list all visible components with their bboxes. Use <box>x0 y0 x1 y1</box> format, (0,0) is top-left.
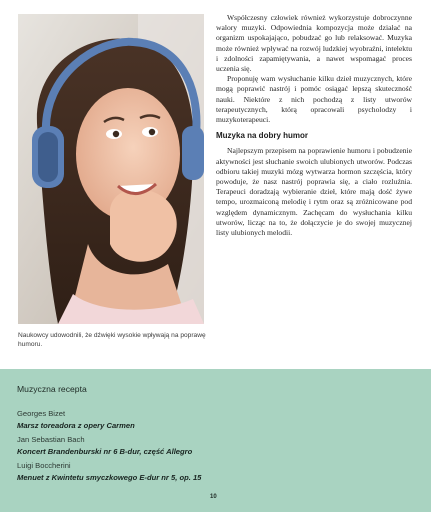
section-heading: Muzyka na dobry humor <box>216 131 309 141</box>
work-title: Marsz toreadora z opery Carmen <box>17 421 135 430</box>
girl-with-headphones-photo <box>18 14 204 324</box>
work-title: Koncert Brandenburski nr 6 B-dur, część Allegro <box>17 447 193 456</box>
recipe-title: Muzyczna recepta <box>17 384 87 394</box>
composer-name: Jan Sebastian Bach <box>17 435 85 444</box>
composer-name: Georges Bizet <box>17 409 66 418</box>
music-recipe-box <box>0 369 431 512</box>
composer-name: Luigi Boccherini <box>17 461 71 470</box>
photo-caption: Naukowcy udowodnili, że dźwięki wysokie wpływają na poprawę humoru. <box>18 332 206 348</box>
page-number: 10 <box>210 494 217 500</box>
article-paragraph: Najlepszym przepisem na poprawienie humoru i pobudzenie aktywności jest słuchanie swoich ulubionych utworów. Podczas odbioru takiej muzyki mózg wytwarza hormon szczęścia, który powoduje, że nasz nastrój poprawia się, a ciało rozluźnia. Terapeuci doradzają wybieranie dzieł, które mają dość żywe tempo, urozmaiconą melodię i rytm oraz są zróżnicowane pod względem dynamicznym. Zachęcam do wysłuchania kilku utworów, licząc na to, że dołączycie je do swojej muzycznej listy ulubionych melodii. <box>216 146 412 238</box>
photo-illustration <box>18 14 204 324</box>
recipe-entry <box>17 461 201 482</box>
article-paragraph: Proponuję wam wysłuchanie kilku dzieł muzycznych, które mogą poprawić nastrój i pomóc osiągać lepszą skuteczność nauki. Niektóre z nich pochodzą z listy utworów terapeutycznych, którą opracowali psycholodzy i muzykoterapeuci. <box>216 74 412 125</box>
article-column <box>216 13 412 238</box>
article-paragraph: Współczesny człowiek również wykorzystuje dobroczynne walory muzyki. Odpowiednia kompozycja może działać na organizm uspokajająco, pobudzać go lub relaksować. Muzyka może również wpływać na rozwój ludzkiej wyobraźni, intelektu i zdolności zapamiętywania, a nawet wspomagać proces uczenia się. <box>216 13 412 74</box>
recipe-entry <box>17 435 192 456</box>
work-title: Menuet z Kwintetu smyczkowego E-dur nr 5, op. 15 <box>17 473 202 482</box>
recipe-entry <box>17 409 135 430</box>
